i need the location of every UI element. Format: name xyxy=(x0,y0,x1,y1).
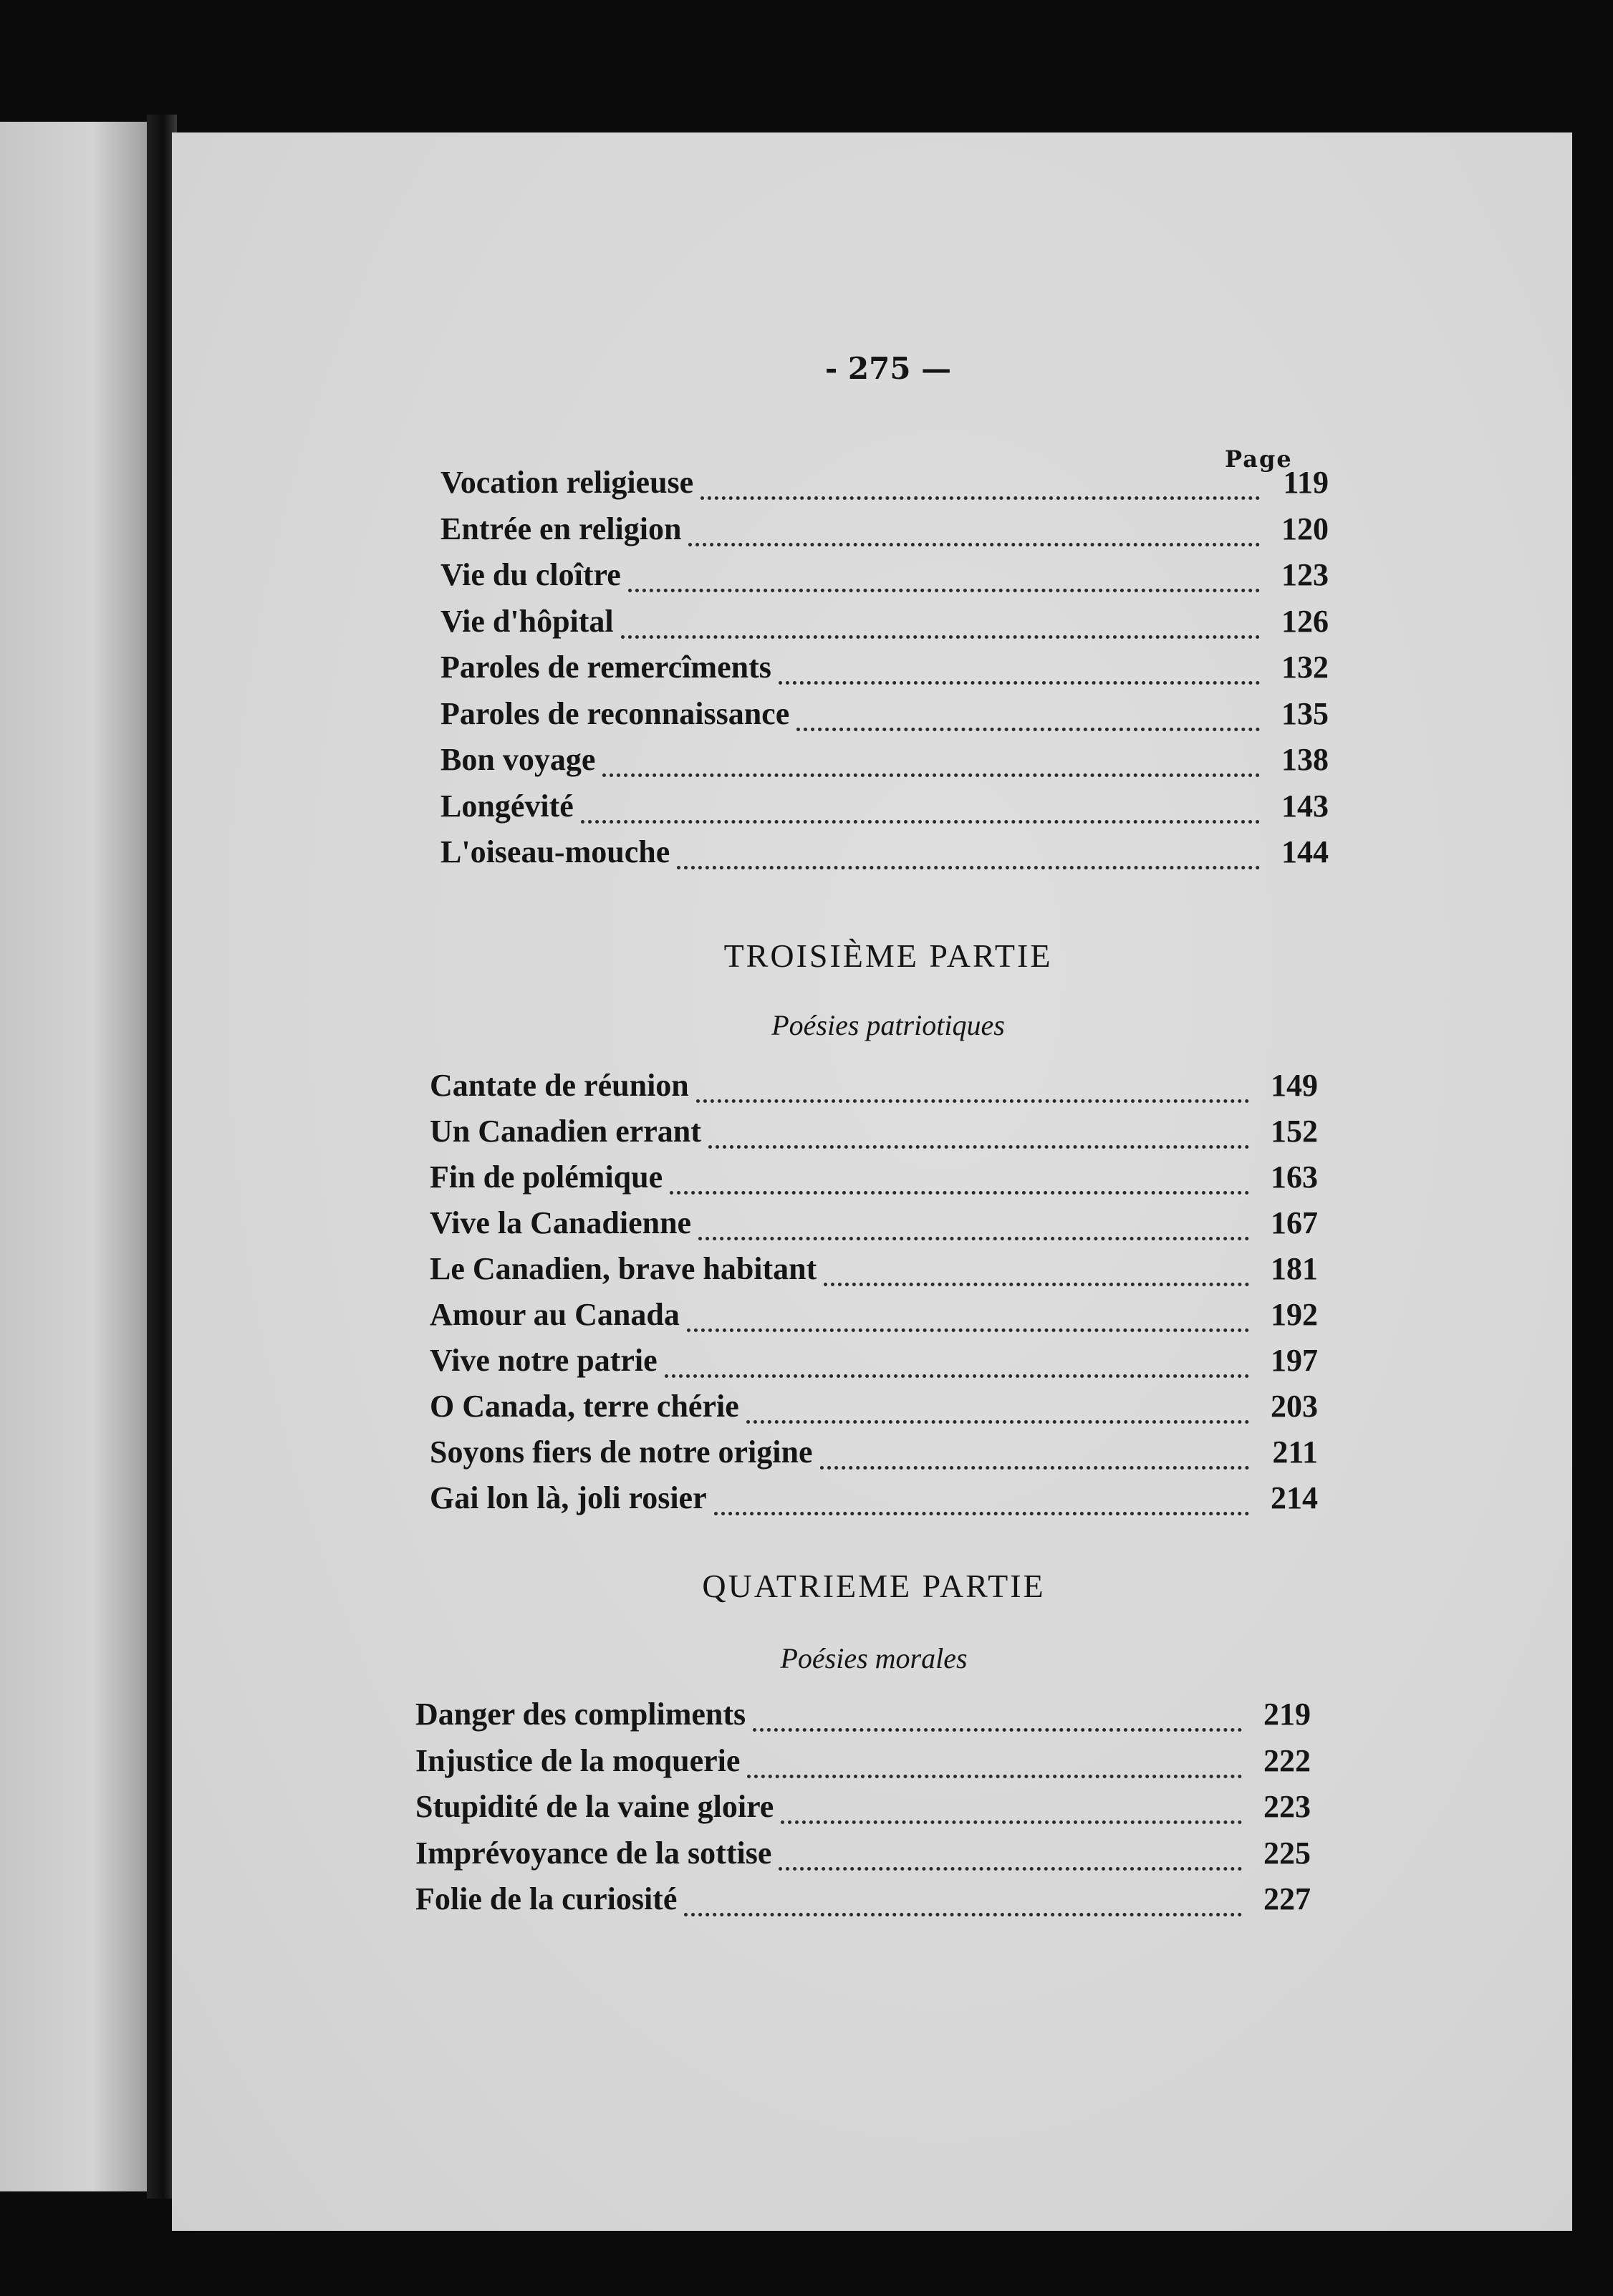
toc-entry xyxy=(415,1696,1311,1742)
dot-leader xyxy=(688,543,1260,546)
toc-entry-page: 119 xyxy=(1283,465,1329,500)
dot-leader xyxy=(621,635,1260,639)
section-heading-4: QUATRIEME PARTIE xyxy=(702,1568,1046,1604)
toc-entry-page: 211 xyxy=(1272,1434,1318,1470)
toc-entry-title: Imprévoyance de la sottise xyxy=(415,1835,772,1871)
toc-entry-page: 167 xyxy=(1271,1205,1318,1240)
toc-entry-title: Paroles de remercîments xyxy=(440,650,771,685)
toc-entry-page: 227 xyxy=(1263,1881,1311,1916)
toc-entry-title: Cantate de réunion xyxy=(430,1068,689,1103)
toc-entry-title: Soyons fiers de notre origine xyxy=(430,1434,813,1470)
toc-entry-title: Entrée en religion xyxy=(440,511,682,546)
toc-entry-page: 192 xyxy=(1271,1297,1318,1332)
dot-leader xyxy=(628,589,1260,592)
toc-entry-page: 181 xyxy=(1271,1251,1318,1286)
dot-leader xyxy=(779,681,1260,685)
toc-entry-title: Vie d'hôpital xyxy=(440,603,614,639)
toc-entry xyxy=(440,464,1329,510)
toc-entry-title: Vie du cloître xyxy=(440,557,621,592)
toc-entry-page: 132 xyxy=(1281,650,1329,685)
toc-entry-page: 149 xyxy=(1271,1068,1318,1103)
dot-leader xyxy=(708,1145,1249,1149)
toc-entry-title: L'oiseau-mouche xyxy=(440,834,670,869)
dot-leader xyxy=(746,1420,1249,1424)
toc-entry-title: Folie de la curiosité xyxy=(415,1881,678,1916)
toc-entry-title: Stupidité de la vaine gloire xyxy=(415,1789,774,1824)
dot-leader xyxy=(696,1099,1249,1103)
toc-entry-title: Vocation religieuse xyxy=(440,465,694,500)
toc-entry xyxy=(415,1881,1311,1926)
toc-entry xyxy=(415,1835,1311,1881)
toc-entry xyxy=(430,1205,1318,1250)
toc-entry-title: Amour au Canada xyxy=(430,1297,680,1332)
toc-entry xyxy=(430,1250,1318,1296)
dot-leader xyxy=(677,866,1260,869)
toc-entry-page: 152 xyxy=(1271,1114,1318,1149)
toc-entry-title: Bon voyage xyxy=(440,742,596,777)
toc-entry-title: Danger des compliments xyxy=(415,1697,746,1732)
toc-entry xyxy=(430,1067,1318,1113)
toc-entry-page: 120 xyxy=(1281,511,1329,546)
section-heading-3: TROISIÈME PARTIE xyxy=(723,937,1053,974)
toc-entry-page: 225 xyxy=(1263,1835,1311,1871)
toc-entry-page: 123 xyxy=(1281,557,1329,592)
toc-entry xyxy=(430,1296,1318,1342)
toc-entry-title: Paroles de reconnaissance xyxy=(440,695,790,731)
dot-leader xyxy=(747,1775,1242,1778)
toc-entry-page: 214 xyxy=(1271,1480,1318,1515)
dot-leader xyxy=(796,728,1260,731)
toc-entry-page: 197 xyxy=(1271,1343,1318,1378)
toc-entry xyxy=(430,1159,1318,1205)
toc-entry-page: 144 xyxy=(1281,834,1329,869)
toc-entry-title: Fin de polémique xyxy=(430,1159,663,1195)
toc-entry xyxy=(440,788,1329,834)
toc-entry-title: Vive notre patrie xyxy=(430,1343,658,1378)
toc-entry xyxy=(440,695,1329,741)
section-subheading-3: Poésies patriotiques xyxy=(771,1009,1005,1041)
toc-entry-title: Un Canadien errant xyxy=(430,1114,701,1149)
toc-entry-title: Vive la Canadienne xyxy=(430,1205,692,1240)
dot-leader xyxy=(753,1728,1242,1732)
toc-entry-page: 203 xyxy=(1271,1389,1318,1424)
toc-entry xyxy=(415,1742,1311,1788)
dot-leader xyxy=(779,1867,1242,1871)
toc-entry xyxy=(440,649,1329,695)
dot-leader xyxy=(602,773,1260,777)
toc-entry-page: 223 xyxy=(1263,1789,1311,1824)
dot-leader xyxy=(698,1237,1249,1240)
dot-leader xyxy=(714,1512,1249,1515)
dot-leader xyxy=(781,1820,1242,1824)
toc-entry xyxy=(440,741,1329,787)
toc-entry xyxy=(430,1342,1318,1388)
dot-leader xyxy=(684,1913,1242,1916)
toc-entry-title: Longévité xyxy=(440,788,574,824)
toc-entry xyxy=(430,1480,1318,1525)
toc-entry xyxy=(440,603,1329,649)
dot-leader xyxy=(687,1328,1249,1332)
toc-entry xyxy=(430,1388,1318,1434)
toc-entry xyxy=(440,511,1329,556)
toc-entry-title: Le Canadien, brave habitant xyxy=(430,1251,817,1286)
toc-entry xyxy=(430,1434,1318,1480)
page-number: - 275 — xyxy=(824,351,952,386)
toc-entry-page: 143 xyxy=(1281,788,1329,824)
dot-leader xyxy=(581,820,1260,824)
dot-leader xyxy=(820,1466,1250,1470)
toc-entry xyxy=(430,1113,1318,1159)
left-page-edge xyxy=(0,122,154,2191)
toc-entry-page: 219 xyxy=(1263,1697,1311,1732)
toc-entry-page: 126 xyxy=(1281,603,1329,639)
toc-entry-title: Injustice de la moquerie xyxy=(415,1742,741,1778)
section-subheading-4: Poésies morales xyxy=(780,1642,968,1674)
dot-leader xyxy=(665,1374,1249,1378)
toc-entry-page: 138 xyxy=(1281,742,1329,777)
page-column-label: Page xyxy=(1225,445,1293,473)
toc-entry xyxy=(440,556,1329,602)
dot-leader xyxy=(670,1191,1249,1195)
toc-entry-page: 163 xyxy=(1271,1159,1318,1195)
toc-entry xyxy=(415,1788,1311,1834)
toc-entry xyxy=(440,834,1329,879)
toc-entry-page: 222 xyxy=(1263,1742,1311,1778)
dot-leader xyxy=(700,496,1260,500)
dot-leader xyxy=(824,1283,1249,1286)
toc-entry-page: 135 xyxy=(1281,695,1329,731)
toc-entry-title: Gai lon là, joli rosier xyxy=(430,1480,707,1515)
toc-entry-title: O Canada, terre chérie xyxy=(430,1389,739,1424)
